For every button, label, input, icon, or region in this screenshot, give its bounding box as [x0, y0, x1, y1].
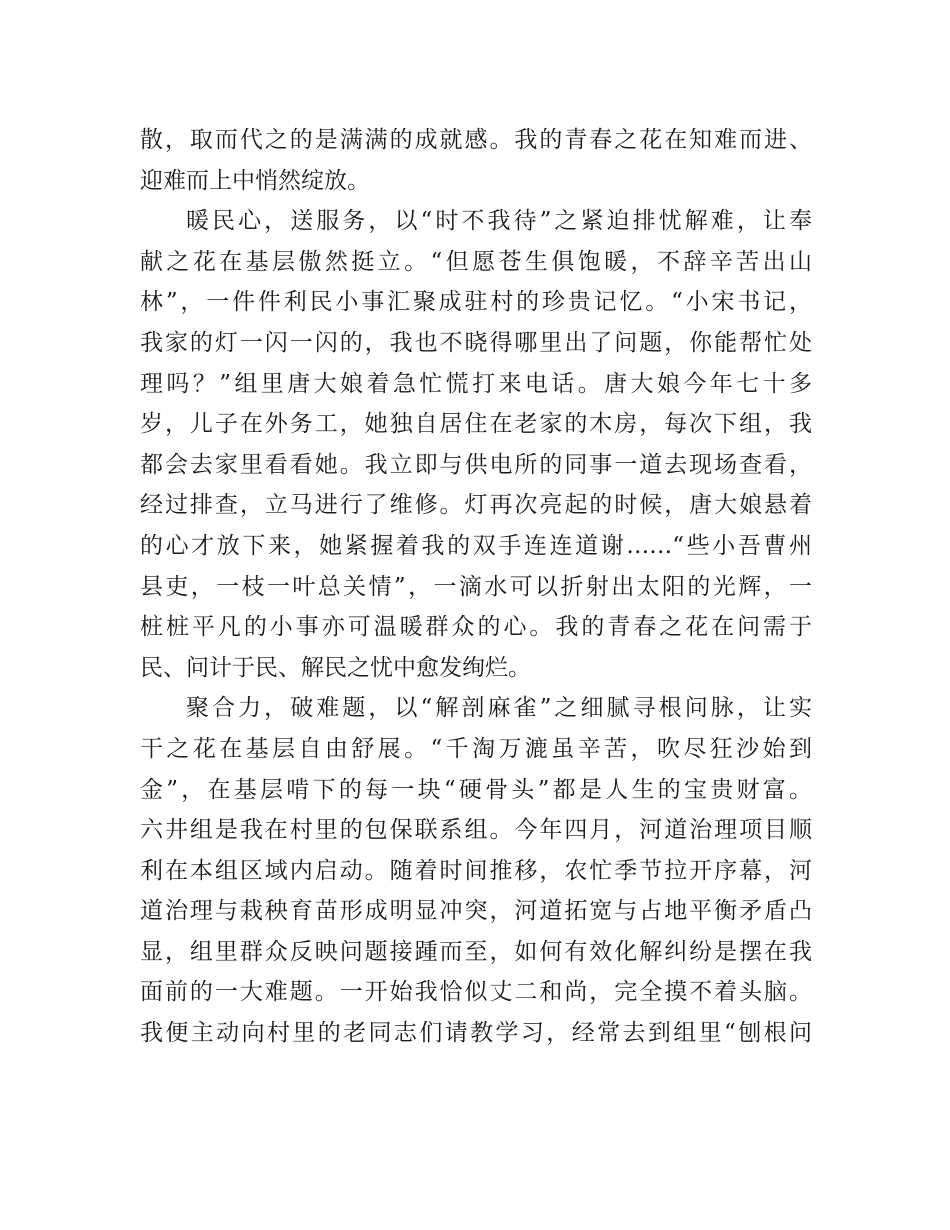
paragraph-3	[140, 688, 812, 1053]
document-body	[140, 120, 812, 1054]
text-line: 都会去家里看看她。我立即与供电所的同事一道去现场查看，	[140, 451, 812, 478]
paragraph-2	[140, 201, 812, 688]
text-line: 迎难而上中悄然绽放。	[140, 167, 370, 194]
text-line: 我家的灯一闪一闪的，我也不晓得哪里出了问题，你能帮忙处	[140, 329, 812, 356]
text-line: 理吗？”组里唐大娘着急忙慌打来电话。唐大娘今年七十多	[140, 370, 812, 397]
text-line: 道治理与栽秧育苗形成明显冲突，河道拓宽与占地平衡矛盾凸	[140, 898, 812, 925]
text-line: 岁，儿子在外务工，她独自居住在老家的木房，每次下组，我	[140, 411, 812, 438]
text-line: 利在本组区域内启动。随着时间推移，农忙季节拉开序幕，河	[140, 857, 812, 884]
text-line: 我便主动向村里的老同志们请教学习，经常去到组里“刨根问	[140, 1020, 812, 1047]
text-line: 显，组里群众反映问题接踵而至，如何有效化解纠纷是摆在我	[140, 938, 812, 965]
text-line: 散，取而代之的是满满的成就感。我的青春之花在知难而进、	[140, 127, 812, 153]
text-line: 干之花在基层自由舒展。“千淘万漉虽辛苦，吹尽狂沙始到	[140, 735, 812, 762]
text-line: 聚合力，破难题，以“解剖麻雀”之细腻寻根问脉，让实	[186, 695, 812, 722]
text-line: 林”，一件件利民小事汇聚成驻村的珍贵记忆。“小宋书记，	[140, 289, 812, 316]
text-line: 献之花在基层傲然挺立。“但愿苍生俱饱暖，不辞辛苦出山	[140, 248, 812, 275]
paragraph-1	[140, 120, 812, 201]
text-line: 面前的一大难题。一开始我恰似丈二和尚，完全摸不着头脑。	[140, 979, 812, 1006]
text-line: 暖民心，送服务，以“时不我待”之紧迫排忧解难，让奉	[186, 208, 812, 235]
text-line: 经过排查，立马进行了维修。灯再次亮起的时候，唐大娘悬着	[140, 492, 812, 519]
text-line: 民、问计于民、解民之忧中愈发绚烂。	[140, 654, 531, 681]
text-line: 六井组是我在村里的包保联系组。今年四月，河道治理项目顺	[140, 817, 812, 844]
text-line: 金”，在基层啃下的每一块“硬骨头”都是人生的宝贵财富。	[140, 776, 812, 803]
text-line: 的心才放下来，她紧握着我的双手连连道谢……“些小吾曹州	[140, 532, 812, 559]
text-line: 桩桩平凡的小事亦可温暖群众的心。我的青春之花在问需于	[140, 614, 812, 641]
text-line: 县吏，一枝一叶总关情”，一滴水可以折射出太阳的光辉，一	[140, 573, 812, 600]
